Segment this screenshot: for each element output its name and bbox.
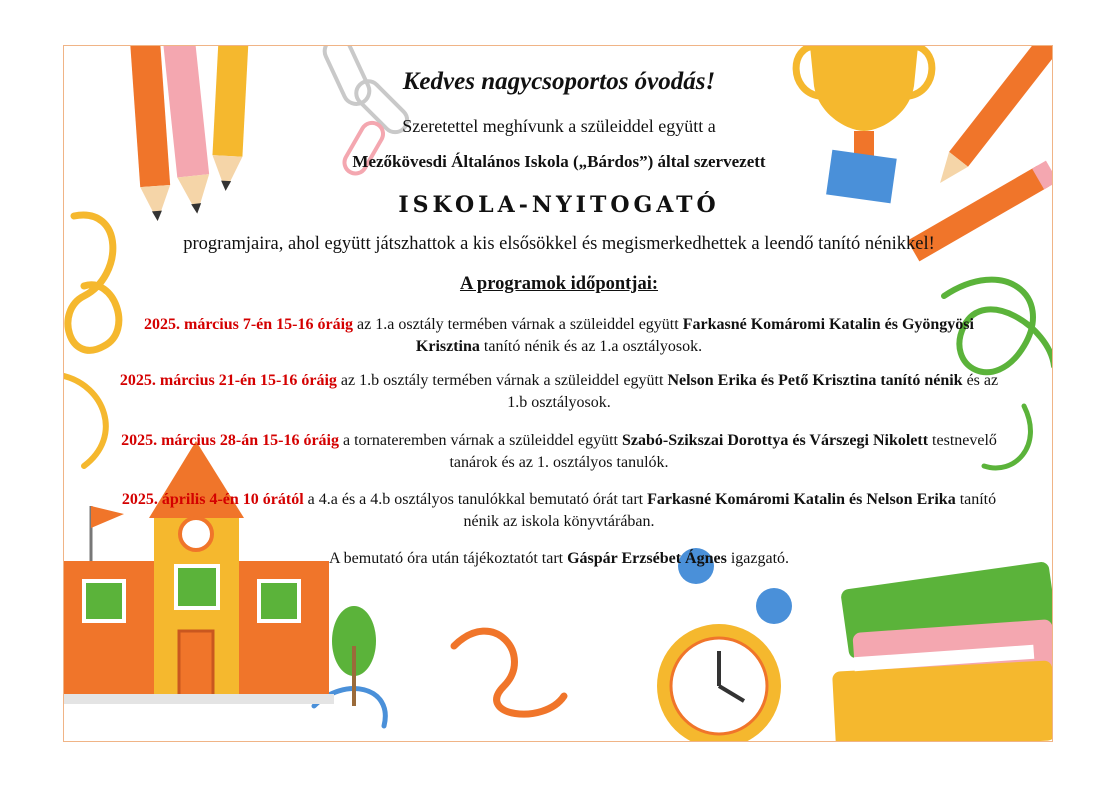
program-text: és az 1.b osztályosok. (507, 372, 999, 411)
closing-text: igazgató. (726, 550, 790, 567)
program-date: 2025. március 7-én 15-16 óráig (144, 316, 354, 333)
program-item (114, 314, 1004, 358)
program-item (114, 489, 1004, 533)
flyer-text (64, 46, 1053, 742)
program-date: 2025. március 21-én 15-16 óráig (119, 372, 337, 389)
invitation-flyer (63, 45, 1053, 742)
school-line: Mezőkövesdi Általános Iskola („Bárdos”) által szervezett (352, 152, 766, 171)
closing-line (64, 550, 1053, 568)
program-hosts: Nelson Erika és Pető Krisztina tanító nénik (667, 372, 963, 389)
program-item (114, 430, 1004, 474)
program-item (114, 370, 1004, 414)
program-text: az 1.a osztály termében várnak a szüleiddel együtt (353, 316, 683, 333)
program-date: 2025. március 28-án 15-16 óráig (121, 432, 339, 449)
program-date: 2025. április 4-én 10 órától (121, 491, 304, 508)
closing-text: A bemutató óra után tájékoztatót tart (328, 550, 568, 567)
program-hosts: Farkasné Komáromi Katalin és Gyöngyösi Krisztina (415, 316, 974, 355)
program-text: testnevelő tanárok és az 1. osztályos tanulók. (449, 432, 997, 471)
schedule-heading: A programok időpontjai: (459, 274, 659, 294)
program-hosts: Farkasné Komáromi Katalin és Nelson Erika (647, 491, 956, 508)
program-text: az 1.b osztály termében várnak a szüleiddel együtt (336, 372, 668, 389)
purpose-line: programjaira, ahol együtt játszhattok a kis elsősökkel és megismerkedhettek a leendő tanító nénikkel! (183, 234, 935, 254)
invite-line: Szeretettel meghívunk a szüleiddel együtt a (402, 116, 716, 136)
program-text: a tornateremben várnak a szüleiddel együtt (339, 432, 622, 449)
program-text: tanító nénik és az 1.a osztályosok. (479, 338, 703, 355)
program-hosts: Szabó-Szikszai Dorottya és Várszegi Nikolett (622, 432, 929, 449)
principal-name: Gáspár Erzsébet Ágnes (567, 550, 727, 567)
program-text: a 4.a és a 4.b osztályos tanulókkal bemutató órát tart (303, 491, 648, 508)
program-text: tanító nénik az iskola könyvtárában. (463, 491, 997, 530)
greeting: Kedves nagycsoportos óvodás! (402, 68, 716, 95)
event-title: ISKOLA-NYITOGATÓ (398, 192, 720, 218)
